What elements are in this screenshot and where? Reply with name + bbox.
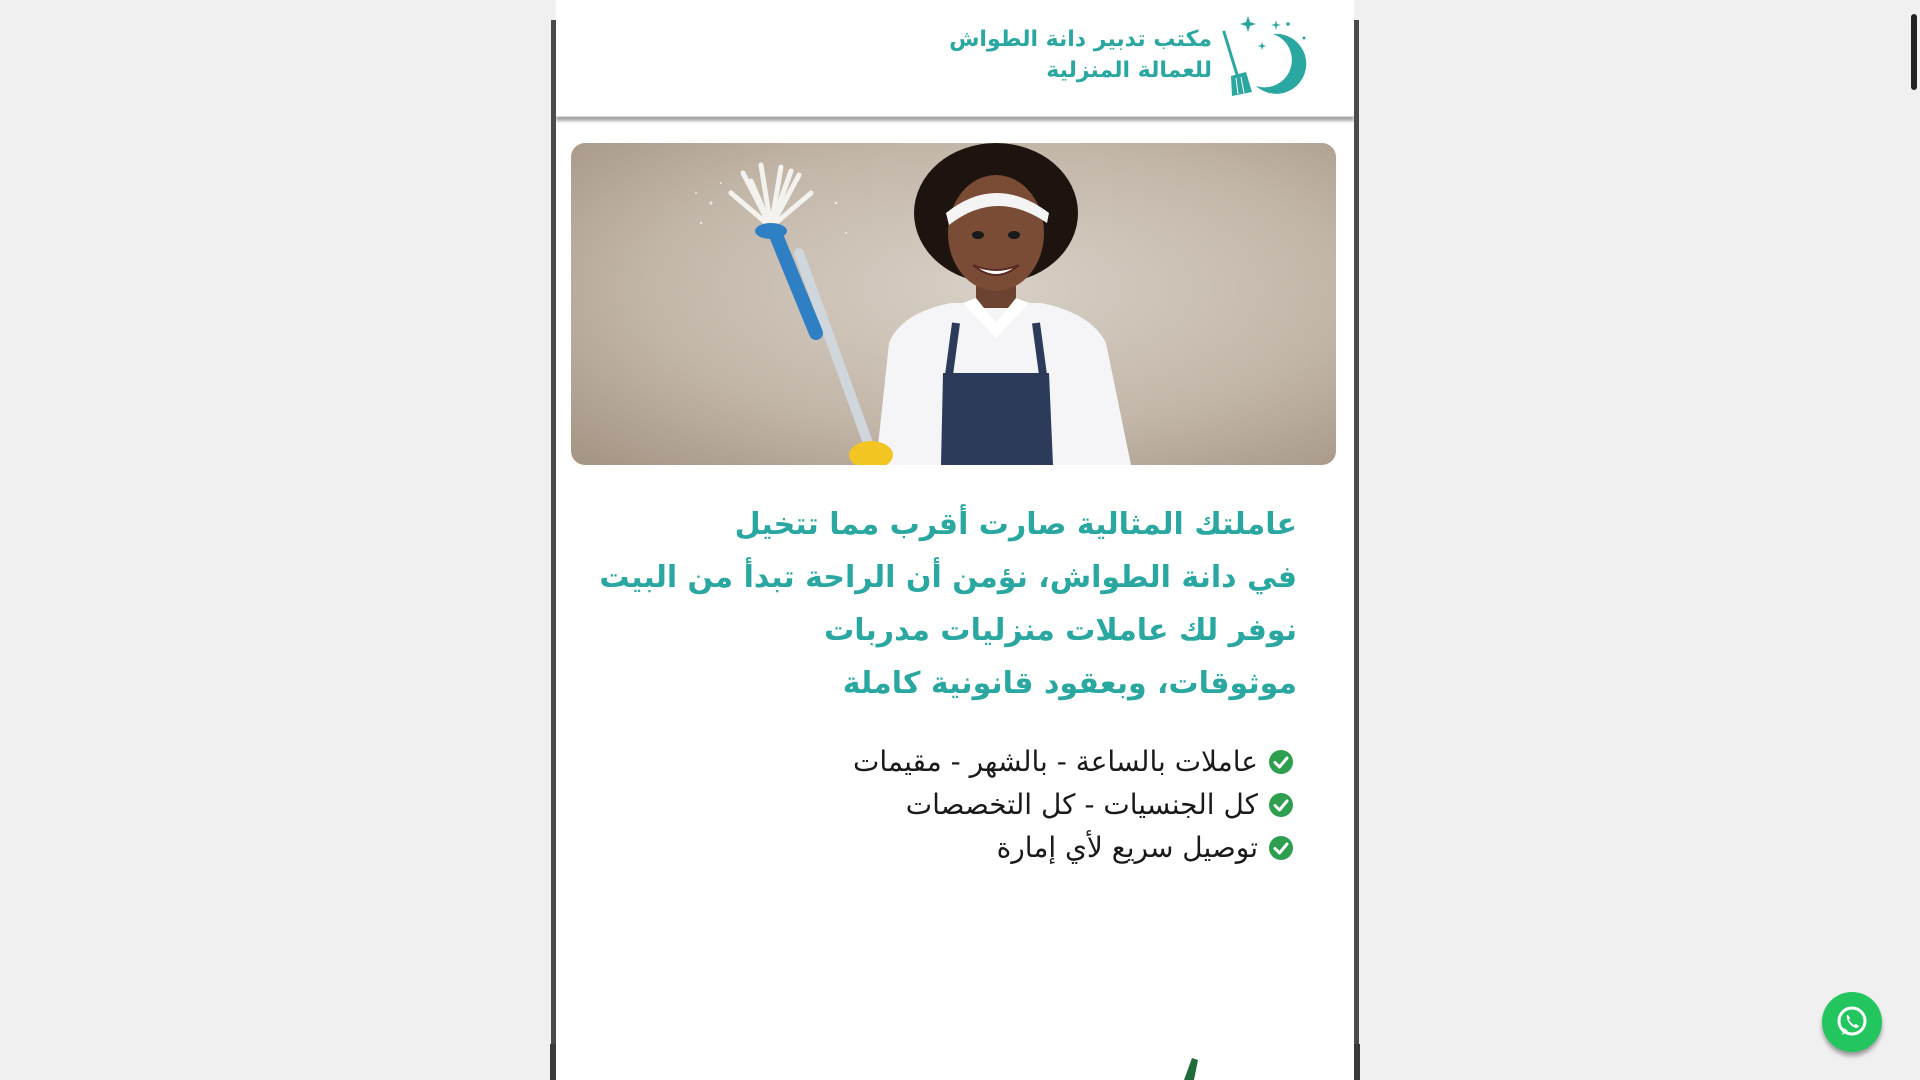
hero-headline <box>597 498 1297 710</box>
headline-line-3: نوفر لك عاملات منزليات مدربات <box>824 613 1297 648</box>
logo-text <box>949 24 1212 86</box>
hero-image <box>571 143 1336 465</box>
whatsapp-chat-button[interactable] <box>1822 992 1882 1052</box>
headline-line-4: موثوقات، وبعقود قانونية كاملة <box>842 666 1297 701</box>
logo-subtitle: للعمالة المنزلية <box>1046 58 1212 83</box>
housekeeper-photo-icon <box>571 143 1336 465</box>
feature-item <box>853 826 1294 869</box>
site-header <box>556 0 1354 117</box>
scrollbar-thumb[interactable] <box>1911 14 1917 90</box>
headline-line-2: في دانة الطواش، نؤمن أن الراحة تبدأ من البيت <box>599 560 1297 595</box>
partial-section-graphic-icon <box>1184 1058 1204 1080</box>
check-circle-icon <box>1268 792 1294 818</box>
feature-text: توصيل سريع لأي إمارة <box>996 831 1258 864</box>
feature-item <box>853 783 1294 826</box>
feature-text: كل الجنسيات - كل التخصصات <box>905 788 1258 821</box>
landing-page <box>556 0 1354 1080</box>
site-logo[interactable] <box>949 12 1308 98</box>
check-circle-icon <box>1268 749 1294 775</box>
feature-text: عاملات بالساعة - بالشهر - مقيمات <box>853 745 1258 778</box>
check-circle-icon <box>1268 835 1294 861</box>
feature-item <box>853 740 1294 783</box>
whatsapp-icon <box>1834 1004 1870 1040</box>
page-frame-right <box>1354 20 1359 1080</box>
logo-title: مكتب تدبير دانة الطواش <box>949 27 1212 52</box>
broom-moon-logo-icon <box>1218 12 1308 98</box>
feature-list <box>853 740 1294 869</box>
headline-line-1: عاملتك المثالية صارت أقرب مما تتخيل <box>734 507 1297 542</box>
